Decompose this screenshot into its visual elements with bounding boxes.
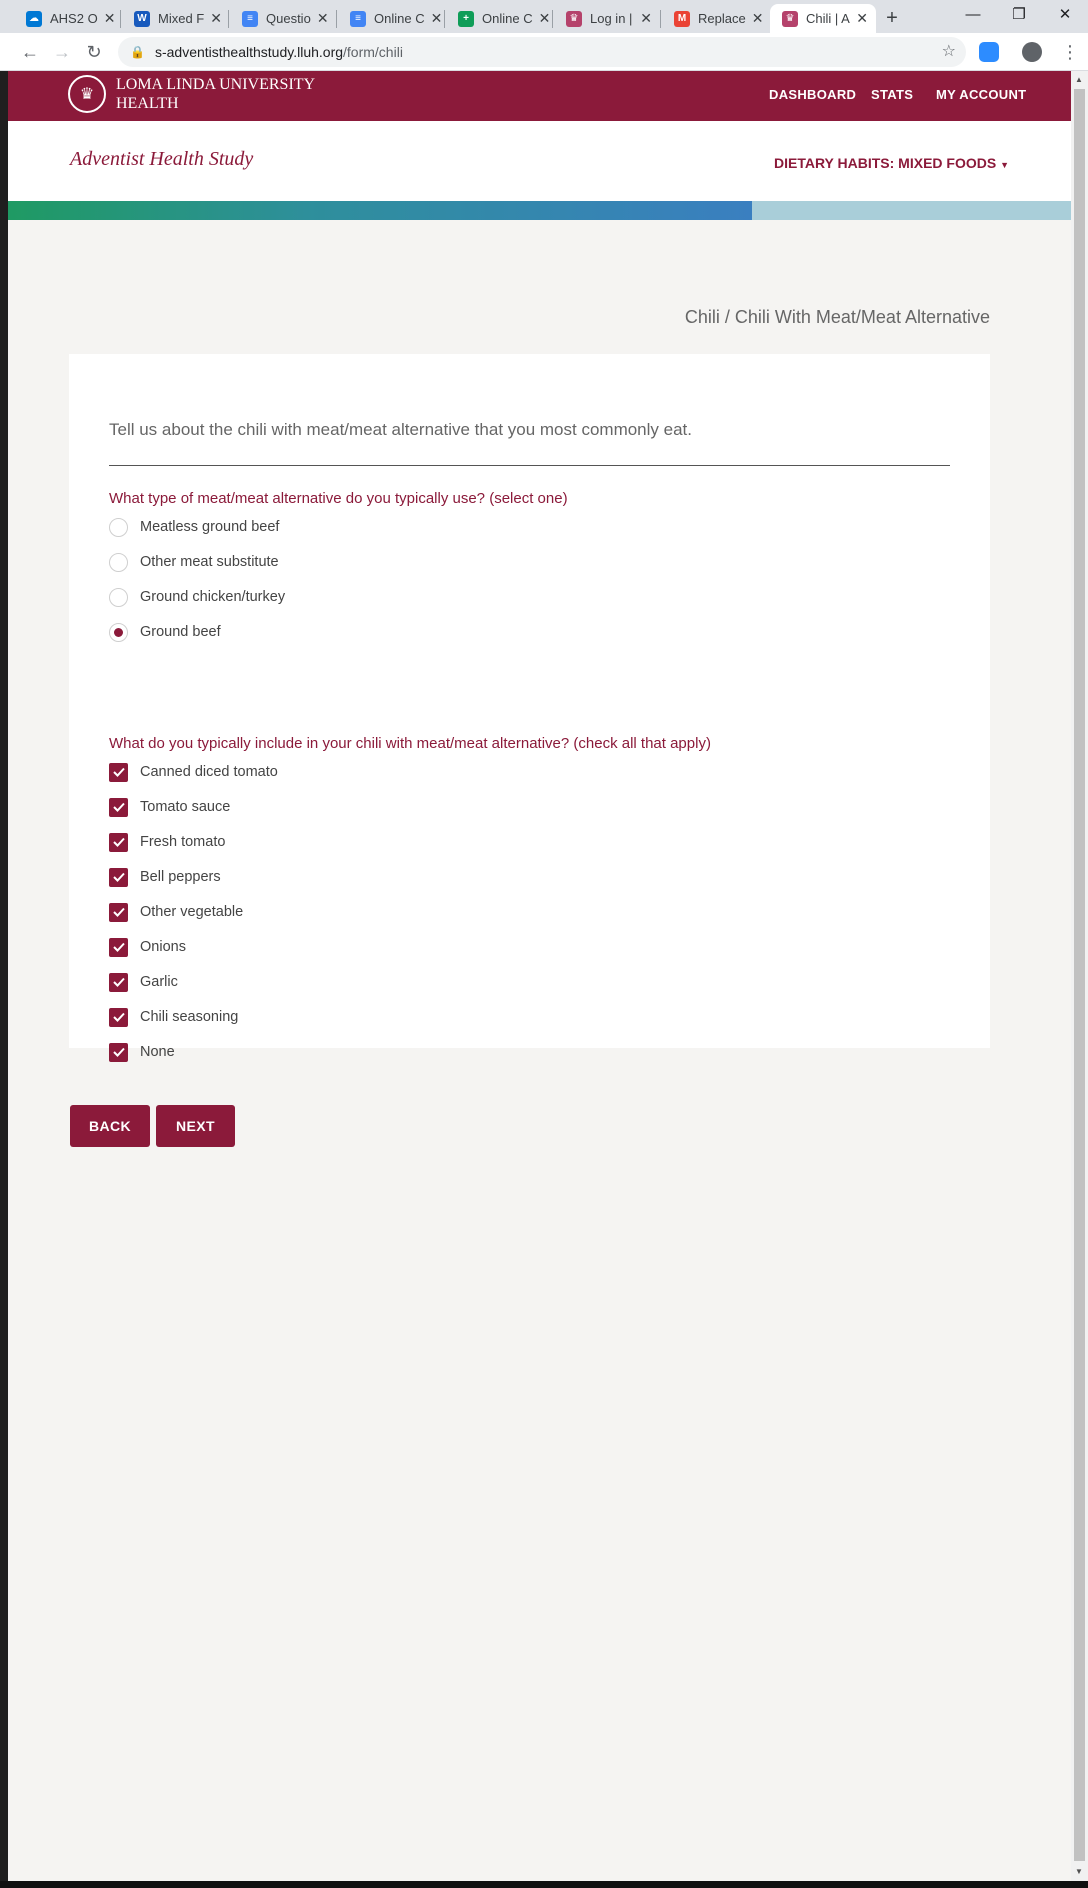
scroll-down-icon[interactable]: ▼: [1075, 1867, 1083, 1876]
tab-label: AHS2 O: [50, 11, 98, 26]
option-label: Meatless ground beef: [140, 519, 280, 535]
option-label: Fresh tomato: [140, 834, 226, 850]
breadcrumb: Chili / Chili With Meat/Meat Alternative: [684, 307, 990, 327]
checkmark-icon: [113, 767, 125, 777]
next-button[interactable]: NEXT: [156, 1105, 235, 1147]
checkbox[interactable]: [109, 763, 128, 782]
tab-label: Online C: [374, 11, 425, 26]
checkmark-icon: [113, 977, 125, 987]
section-dropdown-label: DIETARY HABITS: MIXED FOODS: [773, 155, 997, 171]
checkbox[interactable]: [109, 1008, 128, 1027]
browser-tab[interactable]: [770, 4, 876, 33]
option-label: Chili seasoning: [140, 1009, 239, 1025]
browser-tab[interactable]: [554, 4, 660, 33]
tab-favicon-icon: M: [674, 11, 690, 27]
checkbox-option[interactable]: [109, 796, 230, 818]
section-dropdown[interactable]: [774, 155, 1009, 171]
question-ingredients: What do you typically include in your chili with meat/meat alternative? (check all that apply): [109, 735, 711, 752]
checkbox[interactable]: [109, 973, 128, 992]
back-button[interactable]: BACK: [70, 1105, 150, 1147]
tab-close-icon[interactable]: ✕: [103, 10, 116, 26]
tab-separator: [660, 10, 661, 28]
brand-header: [8, 71, 1071, 121]
tab-close-icon[interactable]: ✕: [856, 10, 868, 26]
tab-label: Replace: [698, 11, 746, 26]
lock-icon: 🔒: [130, 45, 145, 59]
option-label: Onions: [140, 939, 186, 955]
option-label: Ground beef: [140, 624, 221, 640]
llu-seal-icon: ♛: [68, 75, 106, 113]
checkmark-icon: [113, 942, 125, 952]
tab-close-icon[interactable]: ✕: [538, 10, 551, 26]
checkbox[interactable]: [109, 903, 128, 922]
tab-separator: [444, 10, 445, 28]
page-scrollbar[interactable]: [1071, 71, 1088, 1881]
web-page: [8, 71, 1071, 1881]
checkmark-icon: [113, 802, 125, 812]
reload-icon[interactable]: ↻: [86, 42, 102, 62]
progress-bar: [8, 201, 1071, 220]
tab-separator: [120, 10, 121, 28]
checkmark-icon: [113, 837, 125, 847]
form-intro: Tell us about the chili with meat/meat alternative that you most commonly eat.: [109, 420, 692, 439]
tab-label: Chili | A: [806, 11, 850, 26]
browser-tabstrip: [0, 0, 1088, 33]
bookmark-star-icon[interactable]: ☆: [941, 43, 956, 60]
option-label: Canned diced tomato: [140, 764, 278, 780]
tab-close-icon[interactable]: ✕: [751, 10, 764, 26]
brand-line-1: LOMA LINDA UNIVERSITY: [116, 76, 316, 93]
tab-favicon-icon: ≡: [242, 11, 258, 27]
checkbox-option[interactable]: [109, 761, 278, 783]
radio-button[interactable]: [109, 553, 128, 572]
nav-stats[interactable]: STATS: [871, 87, 914, 102]
browser-tab[interactable]: [14, 4, 120, 33]
tab-separator: [552, 10, 553, 28]
nav-my-account[interactable]: MY ACCOUNT: [936, 87, 1027, 102]
tab-favicon-icon: ♛: [566, 11, 582, 27]
radio-button[interactable]: [109, 588, 128, 607]
browser-tab[interactable]: [662, 4, 768, 33]
checkbox[interactable]: [109, 798, 128, 817]
option-label: Garlic: [140, 974, 178, 990]
browser-tab[interactable]: [230, 4, 336, 33]
checkmark-icon: [113, 1012, 125, 1022]
divider: [109, 465, 950, 466]
question-meat-type: What type of meat/meat alternative do you typically use? (select one): [109, 490, 568, 507]
checkbox[interactable]: [109, 833, 128, 852]
option-label: None: [140, 1044, 175, 1060]
tab-close-icon[interactable]: ✕: [210, 10, 222, 26]
window-edge: [0, 71, 8, 1888]
tab-label: Online C: [482, 11, 533, 26]
llu-logo[interactable]: [68, 75, 315, 113]
checkbox[interactable]: [109, 938, 128, 957]
url-path: /form/chili: [343, 44, 403, 60]
close-window-icon[interactable]: ✕: [1058, 6, 1072, 23]
radio-button[interactable]: [109, 518, 128, 537]
radio-option[interactable]: [109, 516, 279, 538]
restore-icon[interactable]: ❐: [1012, 6, 1026, 23]
caret-down-icon: ▼: [1000, 160, 1009, 170]
address-bar[interactable]: [118, 37, 966, 67]
tab-label: Log in |: [590, 11, 633, 26]
tab-favicon-icon: ≡: [350, 11, 366, 27]
tab-separator: [336, 10, 337, 28]
url-host: s-adventisthealthstudy.lluh.org: [154, 44, 344, 60]
checkmark-icon: [113, 872, 125, 882]
radio-button[interactable]: [109, 623, 128, 642]
tab-label: Questio: [266, 11, 311, 26]
option-label: Bell peppers: [140, 869, 221, 885]
tab-favicon-icon: ☁: [26, 11, 42, 27]
progress-bar-fill: [8, 201, 752, 220]
browser-tab[interactable]: [446, 4, 552, 33]
taskbar-edge: [0, 1881, 1088, 1888]
browser-tab[interactable]: [122, 4, 228, 33]
tab-favicon-icon: +: [458, 11, 474, 27]
checkmark-icon: [113, 907, 125, 917]
site-name[interactable]: Adventist Health Study: [70, 148, 254, 170]
menu-kebab-icon[interactable]: ⋮: [1061, 42, 1079, 62]
tab-close-icon[interactable]: ✕: [430, 10, 443, 26]
new-tab-button[interactable]: +: [886, 7, 898, 29]
checkbox[interactable]: [109, 1043, 128, 1062]
tab-favicon-icon: W: [134, 11, 150, 27]
radio-option[interactable]: [109, 551, 279, 573]
minimize-icon[interactable]: —: [965, 6, 981, 23]
option-label: Ground chicken/turkey: [140, 589, 286, 605]
nav-dashboard[interactable]: DASHBOARD: [769, 87, 857, 102]
brand-line-2: HEALTH: [116, 95, 179, 112]
checkbox-option[interactable]: [109, 1041, 175, 1063]
checkbox-option[interactable]: [109, 831, 225, 853]
tab-separator: [228, 10, 229, 28]
radio-option[interactable]: [109, 586, 285, 608]
forward-arrow-icon[interactable]: →: [53, 42, 71, 62]
zoom-extension-icon[interactable]: [979, 42, 999, 62]
tab-favicon-icon: ♛: [782, 11, 798, 27]
radio-option[interactable]: [109, 621, 221, 643]
tab-label: Mixed F: [158, 11, 205, 26]
checkbox-option[interactable]: [109, 901, 243, 923]
option-label: Other meat substitute: [140, 554, 279, 570]
option-label: Tomato sauce: [140, 799, 231, 815]
checkmark-icon: [113, 1047, 125, 1057]
checkbox-option[interactable]: [109, 936, 186, 958]
tab-close-icon[interactable]: ✕: [640, 10, 652, 26]
browser-toolbar: [0, 33, 1088, 71]
radio-dot-icon: [114, 628, 123, 637]
checkbox-option[interactable]: [109, 866, 221, 888]
profile-avatar[interactable]: [1022, 42, 1042, 62]
checkbox[interactable]: [109, 868, 128, 887]
back-arrow-icon[interactable]: ←: [21, 42, 39, 62]
checkbox-option[interactable]: [109, 1006, 238, 1028]
scroll-up-icon[interactable]: ▲: [1075, 75, 1083, 84]
form-card: [69, 354, 990, 1060]
scrollbar-thumb[interactable]: [1074, 89, 1085, 1861]
checkbox-option[interactable]: [109, 971, 178, 993]
browser-tab[interactable]: [338, 4, 444, 33]
tab-close-icon[interactable]: ✕: [316, 10, 329, 26]
sub-header: [8, 121, 1071, 201]
option-label: Other vegetable: [140, 904, 244, 920]
